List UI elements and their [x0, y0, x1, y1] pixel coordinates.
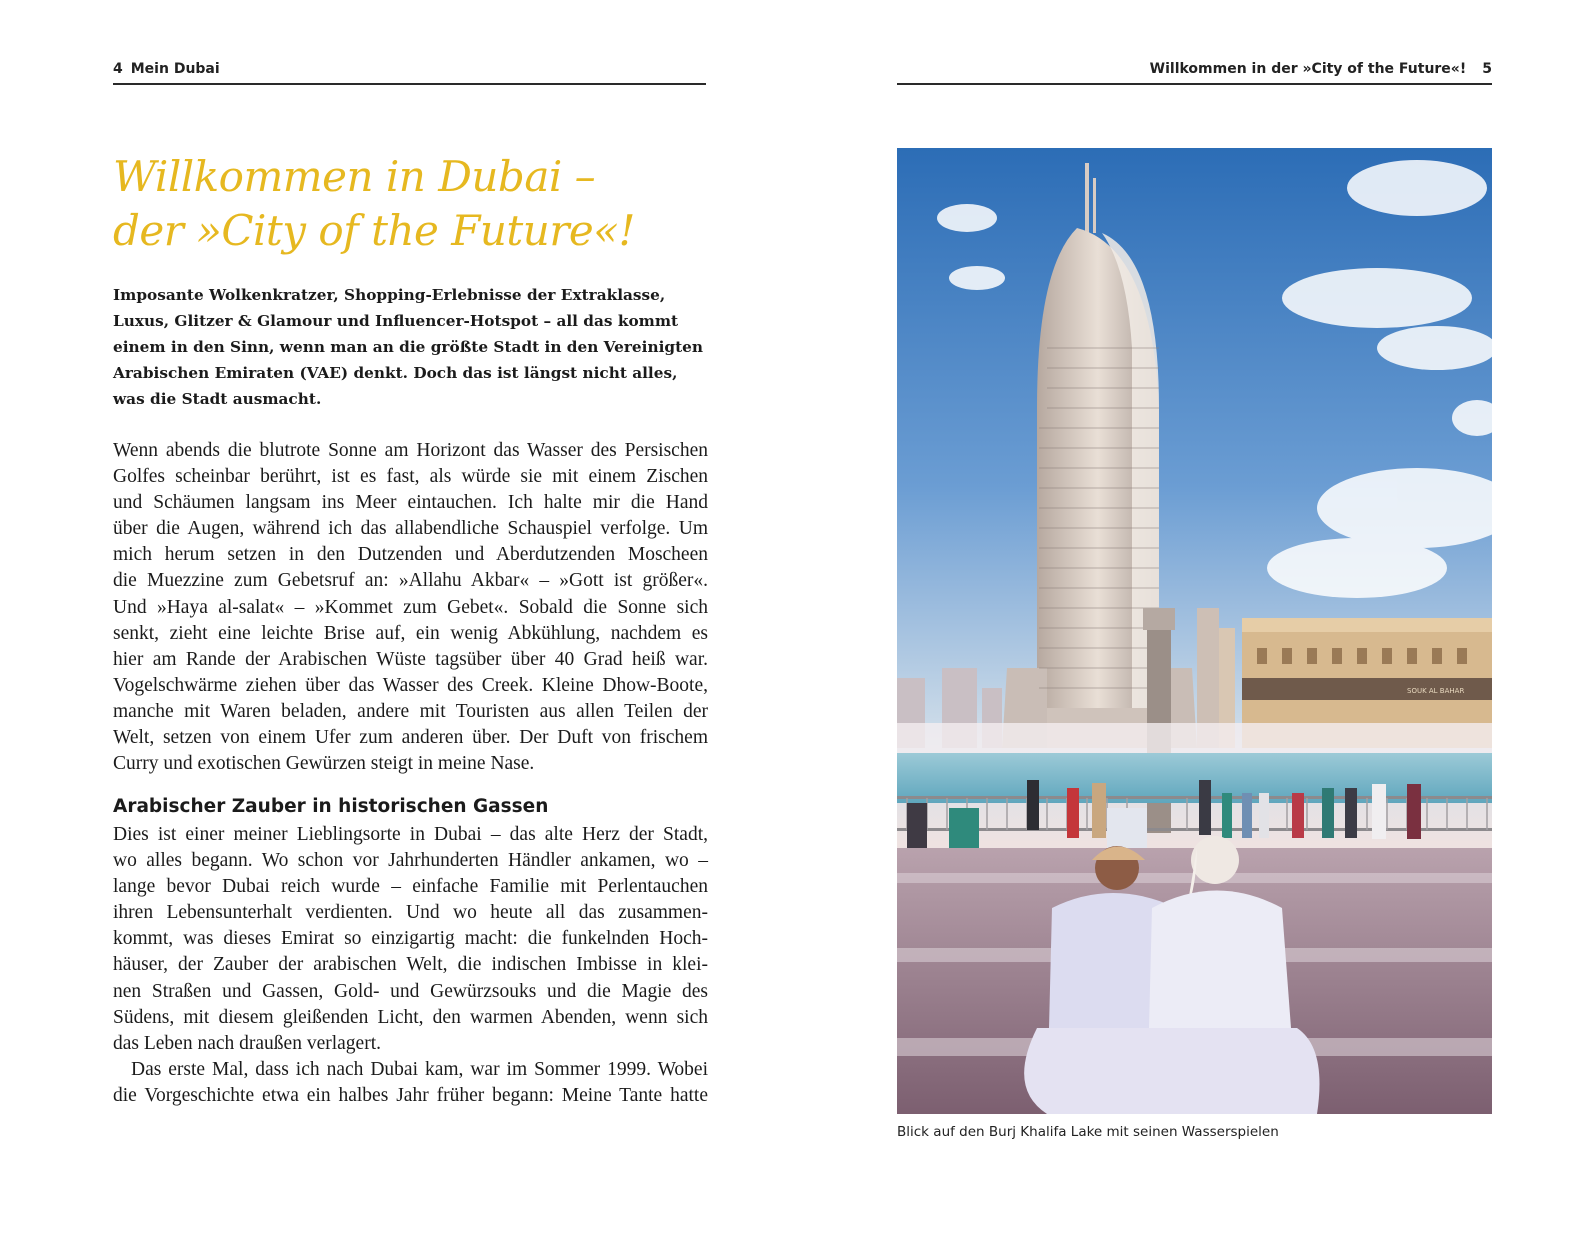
- body-line: ihren Lebensunterhalt verdienten. Und wo heute all das zusammen-: [113, 902, 708, 924]
- body-line: Das erste Mal, dass ich nach Dubai kam, war im Sommer 1999. Wobei: [131, 1058, 708, 1080]
- lead-paragraph: [113, 282, 709, 412]
- souk-sign: SOUK AL BAHAR: [1407, 687, 1465, 695]
- body-paragraph-2: [113, 822, 708, 1109]
- body-line: Golfes scheinbar berührt, ist es fast, als würde sie mit einem Zischen: [113, 466, 708, 488]
- photo-burj-khalifa-lake: [897, 148, 1492, 1114]
- page-number-left: 4: [113, 61, 123, 77]
- page-number-right: 5: [1482, 61, 1492, 77]
- photo-caption: Blick auf den Burj Khalifa Lake mit seinen Wasserspielen: [897, 1124, 1279, 1140]
- body-line: wo alles begann. Wo schon vor Jahrhunderten Händler ankamen, wo –: [113, 850, 708, 872]
- body-line: Wenn abends die blutrote Sonne am Horizont das Wasser des Persischen: [113, 440, 708, 461]
- body-line: Welt, setzen von einem Ufer zum anderen über. Der Duft von frischem: [113, 727, 708, 749]
- lead-line: was die Stadt ausmacht.: [113, 390, 322, 408]
- section-subheading: Arabischer Zauber in historischen Gassen: [113, 796, 549, 817]
- lead-line: Luxus, Glitzer & Glamour und Influencer-Hotspot – all das kommt: [113, 312, 679, 330]
- lead-line: Arabischen Emiraten (VAE) denkt. Doch das ist längst nicht alles,: [113, 364, 678, 382]
- lead-line: einem in den Sinn, wenn man an die größte Stadt in den Vereinigten: [113, 338, 704, 356]
- chapter-title: [113, 150, 673, 258]
- body-line: Und »Haya al-salat« – »Kommet zum Gebet«. Sobald die Sonne sich: [113, 596, 708, 618]
- body-line: senkt, zieht eine leichte Brise auf, ein wenig Abkühlung, nachdem es: [113, 622, 708, 644]
- body-line: die Vorgeschichte etwa ein halbes Jahr früher begann: Meine Tante hatte: [113, 1084, 708, 1106]
- body-line: über die Augen, während ich das allabendliche Schauspiel verfolge. Um: [113, 518, 708, 540]
- body-line: Vogelschwärme ziehen über das Wasser des Creek. Kleine Dhow-Boote,: [113, 674, 708, 696]
- chapter-title-line: Willkommen in Dubai –: [113, 152, 596, 201]
- body-line: lange bevor Dubai reich wurde – einfache Familie mit Perlentauchen: [113, 876, 708, 898]
- body-line: Südens, mit diesem gleißenden Licht, den warmen Abenden, wenn sich: [113, 1006, 708, 1028]
- body-line: die Muezzine zum Gebetsruf an: »Allahu Akbar« – »Gott ist größer«.: [113, 570, 708, 592]
- body-line: Curry und exotischen Gewürzen steigt in meine Nase.: [113, 753, 535, 775]
- lead-line: Imposante Wolkenkratzer, Shopping-Erlebnisse der Extraklasse,: [113, 286, 666, 304]
- body-line: nen Straßen und Gassen, Gold- und Gewürzsouks und die Magie des: [113, 980, 708, 1002]
- running-head-left-title: Mein Dubai: [130, 61, 220, 77]
- lake: [897, 753, 1492, 803]
- body-line: und Schäumen langsam ins Meer eintauchen. Ich halte mir die Hand: [113, 492, 708, 514]
- body-line: häuser, der Zauber der arabischen Welt, die indischen Imbisse in klei-: [113, 954, 708, 976]
- chapter-title-line: der »City of the Future«!: [113, 206, 635, 255]
- body-line: das Leben nach draußen verlagert.: [113, 1032, 381, 1054]
- photo-illustration: [897, 148, 1492, 1114]
- running-head-left: [113, 61, 706, 85]
- body-line: hier am Rande der Arabischen Wüste tagsüber über 40 Grad heiß war.: [113, 648, 708, 670]
- body-line: Dies ist einer meiner Lieblingsorte in Dubai – das alte Herz der Stadt,: [113, 824, 708, 845]
- body-line: kommt, was dieses Emirat so einzigartig macht: die funkelnden Hoch-: [113, 928, 708, 950]
- body-paragraph-1: [113, 438, 708, 777]
- running-head-right: [897, 61, 1492, 85]
- body-line: mich herum setzen in den Dutzenden und Aberdutzenden Moscheen: [113, 544, 708, 566]
- running-head-right-title: Willkommen in der »City of the Future«!: [1149, 61, 1467, 77]
- body-line: manche mit Waren beladen, andere mit Touristen aus allen Teilen der: [113, 700, 708, 722]
